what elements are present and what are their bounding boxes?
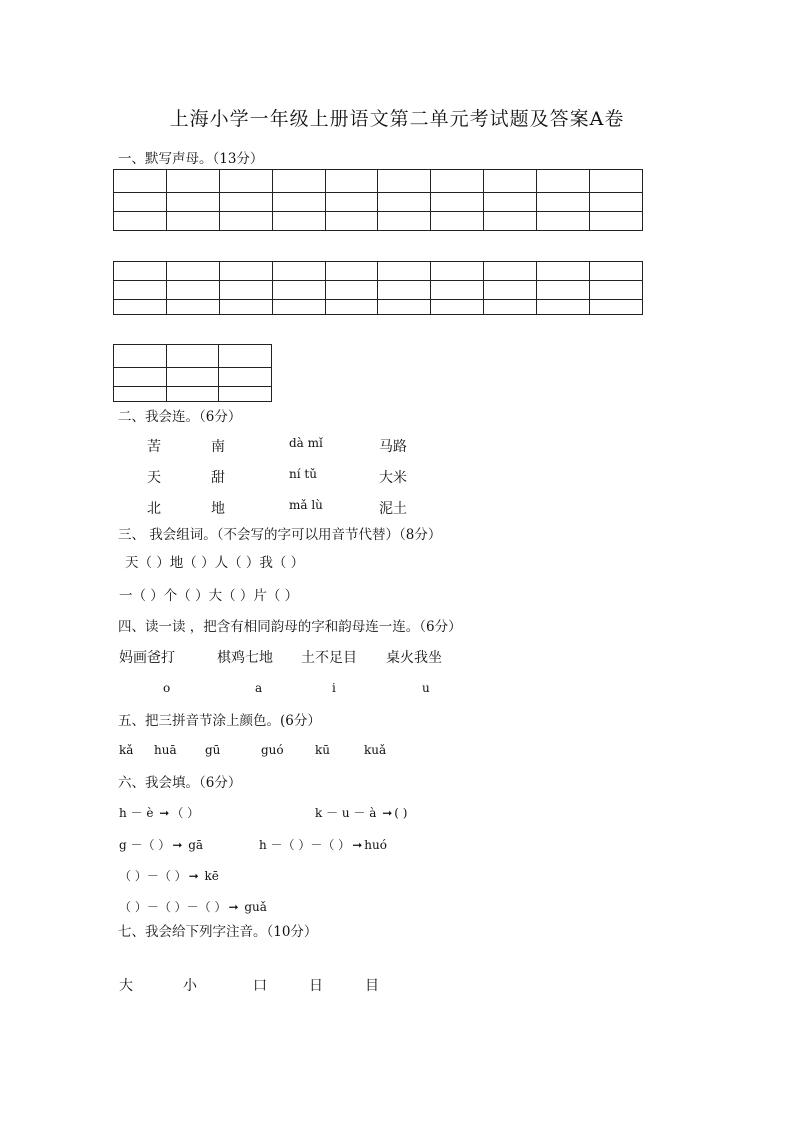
section-2-heading: 二、我会连。（6分） bbox=[118, 409, 242, 425]
grid-cell bbox=[431, 212, 484, 231]
grid-cell bbox=[219, 387, 272, 402]
fill-line-4 bbox=[119, 898, 267, 915]
grid-cell bbox=[378, 170, 431, 193]
match-char: 天 bbox=[147, 470, 161, 486]
grid-cell bbox=[219, 300, 272, 315]
fill-line-1b bbox=[315, 804, 407, 821]
grid-cell bbox=[114, 281, 167, 300]
writing-grid-1 bbox=[113, 169, 643, 231]
writing-grid-2 bbox=[113, 261, 643, 315]
arrow-right-icon: ➞ bbox=[352, 838, 363, 852]
syllable-item: huā bbox=[154, 743, 177, 757]
phonetic-char: 小 bbox=[183, 978, 197, 994]
grid-cell bbox=[325, 281, 378, 300]
grid-row bbox=[114, 345, 272, 368]
grid-row bbox=[114, 387, 272, 402]
match-word: 大米 bbox=[379, 470, 407, 486]
grid-cell bbox=[378, 193, 431, 212]
phonetic-char: 目 bbox=[365, 978, 379, 994]
fill-text: h －（ ）－（ ） bbox=[259, 838, 351, 852]
grid-cell bbox=[166, 368, 219, 387]
section-5-heading: 五、把三拼音节涂上颜色。(6分） bbox=[118, 713, 321, 729]
fill-text: （ ）－（ ） bbox=[119, 869, 187, 883]
grid-cell bbox=[219, 368, 272, 387]
grid-cell bbox=[166, 387, 219, 402]
match-pinyin: mǎ lù bbox=[289, 498, 323, 512]
grid-cell bbox=[166, 170, 219, 193]
char-group: 棋鸡七地 bbox=[217, 650, 273, 666]
fill-line-2a bbox=[119, 836, 203, 853]
grid-cell bbox=[114, 262, 167, 281]
grid-cell bbox=[378, 300, 431, 315]
grid-cell bbox=[537, 281, 590, 300]
grid-cell bbox=[431, 170, 484, 193]
match-pinyin: ní tǔ bbox=[289, 467, 317, 481]
grid-cell bbox=[484, 281, 537, 300]
fill-line-1a bbox=[119, 804, 199, 821]
grid-cell bbox=[272, 262, 325, 281]
arrow-right-icon: ➞ bbox=[172, 838, 183, 852]
grid-cell bbox=[272, 170, 325, 193]
match-char: 地 bbox=[211, 501, 225, 517]
section-6-heading: 六、我会填。（6分） bbox=[118, 775, 242, 791]
grid-cell bbox=[166, 281, 219, 300]
grid-cell bbox=[114, 368, 167, 387]
grid-row bbox=[114, 262, 643, 281]
final-item: o bbox=[163, 681, 171, 695]
grid-cell bbox=[114, 300, 167, 315]
grid-cell bbox=[378, 212, 431, 231]
grid-cell bbox=[484, 170, 537, 193]
grid-cell bbox=[219, 193, 272, 212]
match-word: 泥土 bbox=[379, 501, 407, 517]
grid-row bbox=[114, 281, 643, 300]
grid-cell bbox=[114, 193, 167, 212]
grid-cell bbox=[484, 193, 537, 212]
arrow-right-icon: ➞ bbox=[188, 869, 199, 883]
grid-cell bbox=[272, 193, 325, 212]
fill-text: kē bbox=[200, 869, 219, 883]
grid-cell bbox=[325, 262, 378, 281]
phonetic-char: 大 bbox=[119, 978, 133, 994]
grid-cell bbox=[537, 170, 590, 193]
match-char: 苦 bbox=[147, 439, 161, 455]
grid-cell bbox=[114, 345, 167, 368]
final-item: a bbox=[255, 681, 263, 695]
syllable-item: gū bbox=[205, 743, 221, 757]
writing-grid-3 bbox=[113, 344, 272, 402]
grid-cell bbox=[219, 262, 272, 281]
grid-cell bbox=[219, 212, 272, 231]
grid-cell bbox=[325, 300, 378, 315]
grid-cell bbox=[590, 193, 643, 212]
page-title: 上海小学一年级上册语文第二单元考试题及答案A卷 bbox=[169, 108, 625, 130]
grid-cell bbox=[166, 212, 219, 231]
grid-row bbox=[114, 212, 643, 231]
grid-cell bbox=[272, 300, 325, 315]
grid-cell bbox=[325, 212, 378, 231]
grid-cell bbox=[219, 281, 272, 300]
grid-cell bbox=[219, 170, 272, 193]
grid-row bbox=[114, 170, 643, 193]
fill-text: h － è bbox=[119, 806, 158, 820]
grid-cell bbox=[537, 212, 590, 231]
grid-cell bbox=[590, 212, 643, 231]
section-1-heading: 一、默写声母。（13分） bbox=[118, 151, 264, 167]
grid-cell bbox=[166, 193, 219, 212]
match-char: 甜 bbox=[211, 470, 225, 486]
grid-cell bbox=[166, 262, 219, 281]
final-item: u bbox=[422, 681, 430, 695]
match-char: 北 bbox=[147, 501, 161, 517]
grid-cell bbox=[272, 281, 325, 300]
grid-cell bbox=[114, 387, 167, 402]
grid-cell bbox=[431, 193, 484, 212]
grid-cell bbox=[378, 281, 431, 300]
section-3-heading: 三、 我会组词。（不会写的字可以用音节代替）（8分） bbox=[118, 527, 442, 543]
match-char: 南 bbox=[211, 439, 225, 455]
grid-cell bbox=[114, 212, 167, 231]
grid-cell bbox=[114, 170, 167, 193]
grid-row bbox=[114, 300, 643, 315]
syllable-item: kuǎ bbox=[364, 743, 387, 757]
fill-text: k － u － à bbox=[315, 806, 381, 820]
fill-line-2b bbox=[259, 836, 387, 853]
grid-cell bbox=[166, 300, 219, 315]
char-group: 妈画爸打 bbox=[119, 650, 175, 666]
arrow-right-icon: ➞ bbox=[382, 806, 393, 820]
grid-cell bbox=[484, 212, 537, 231]
fill-text: g －（ ） bbox=[119, 838, 171, 852]
section-7-heading: 七、我会给下列字注音。（10分） bbox=[118, 924, 318, 940]
grid-row bbox=[114, 193, 643, 212]
grid-cell bbox=[431, 262, 484, 281]
fill-text: （ ）－（ ）－（ ） bbox=[119, 900, 227, 914]
arrow-right-icon: ➞ bbox=[159, 806, 170, 820]
grid-cell bbox=[484, 300, 537, 315]
fill-text: gā bbox=[184, 838, 204, 852]
grid-cell bbox=[431, 300, 484, 315]
final-item: i bbox=[332, 681, 336, 695]
grid-cell bbox=[537, 300, 590, 315]
char-group: 桌火我坐 bbox=[386, 650, 442, 666]
fill-text: （ ） bbox=[171, 806, 200, 820]
grid-cell bbox=[537, 193, 590, 212]
word-blank-line-1: 天（ ）地（ ）人（ ）我（ ） bbox=[125, 555, 305, 571]
phonetic-char: 日 bbox=[309, 978, 323, 994]
grid-cell bbox=[590, 170, 643, 193]
grid-cell bbox=[590, 300, 643, 315]
grid-cell bbox=[166, 345, 219, 368]
char-group: 土不足目 bbox=[301, 650, 357, 666]
grid-cell bbox=[272, 212, 325, 231]
grid-cell bbox=[537, 262, 590, 281]
arrow-right-icon: ➞ bbox=[228, 900, 239, 914]
word-blank-line-2: 一（ ）个（ ）大（ ）片（ ） bbox=[119, 588, 299, 604]
grid-cell bbox=[378, 262, 431, 281]
grid-cell bbox=[590, 281, 643, 300]
fill-text: guǎ bbox=[240, 900, 267, 914]
match-pinyin: dà mǐ bbox=[289, 436, 323, 450]
syllable-item: guó bbox=[261, 743, 284, 757]
grid-cell bbox=[325, 193, 378, 212]
fill-text: huó bbox=[364, 838, 387, 852]
grid-cell bbox=[325, 170, 378, 193]
syllable-item: kǎ bbox=[119, 743, 134, 757]
section-4-heading: 四、读一读 ，把含有相同韵母的字和韵母连一连。（6分） bbox=[118, 619, 462, 635]
grid-cell bbox=[590, 262, 643, 281]
grid-cell bbox=[219, 345, 272, 368]
fill-text: ( ) bbox=[394, 806, 408, 820]
match-word: 马路 bbox=[379, 439, 407, 455]
fill-line-3 bbox=[119, 867, 219, 884]
grid-row bbox=[114, 368, 272, 387]
grid-cell bbox=[431, 281, 484, 300]
grid-cell bbox=[484, 262, 537, 281]
syllable-item: kū bbox=[315, 743, 330, 757]
phonetic-char: 口 bbox=[253, 978, 267, 994]
